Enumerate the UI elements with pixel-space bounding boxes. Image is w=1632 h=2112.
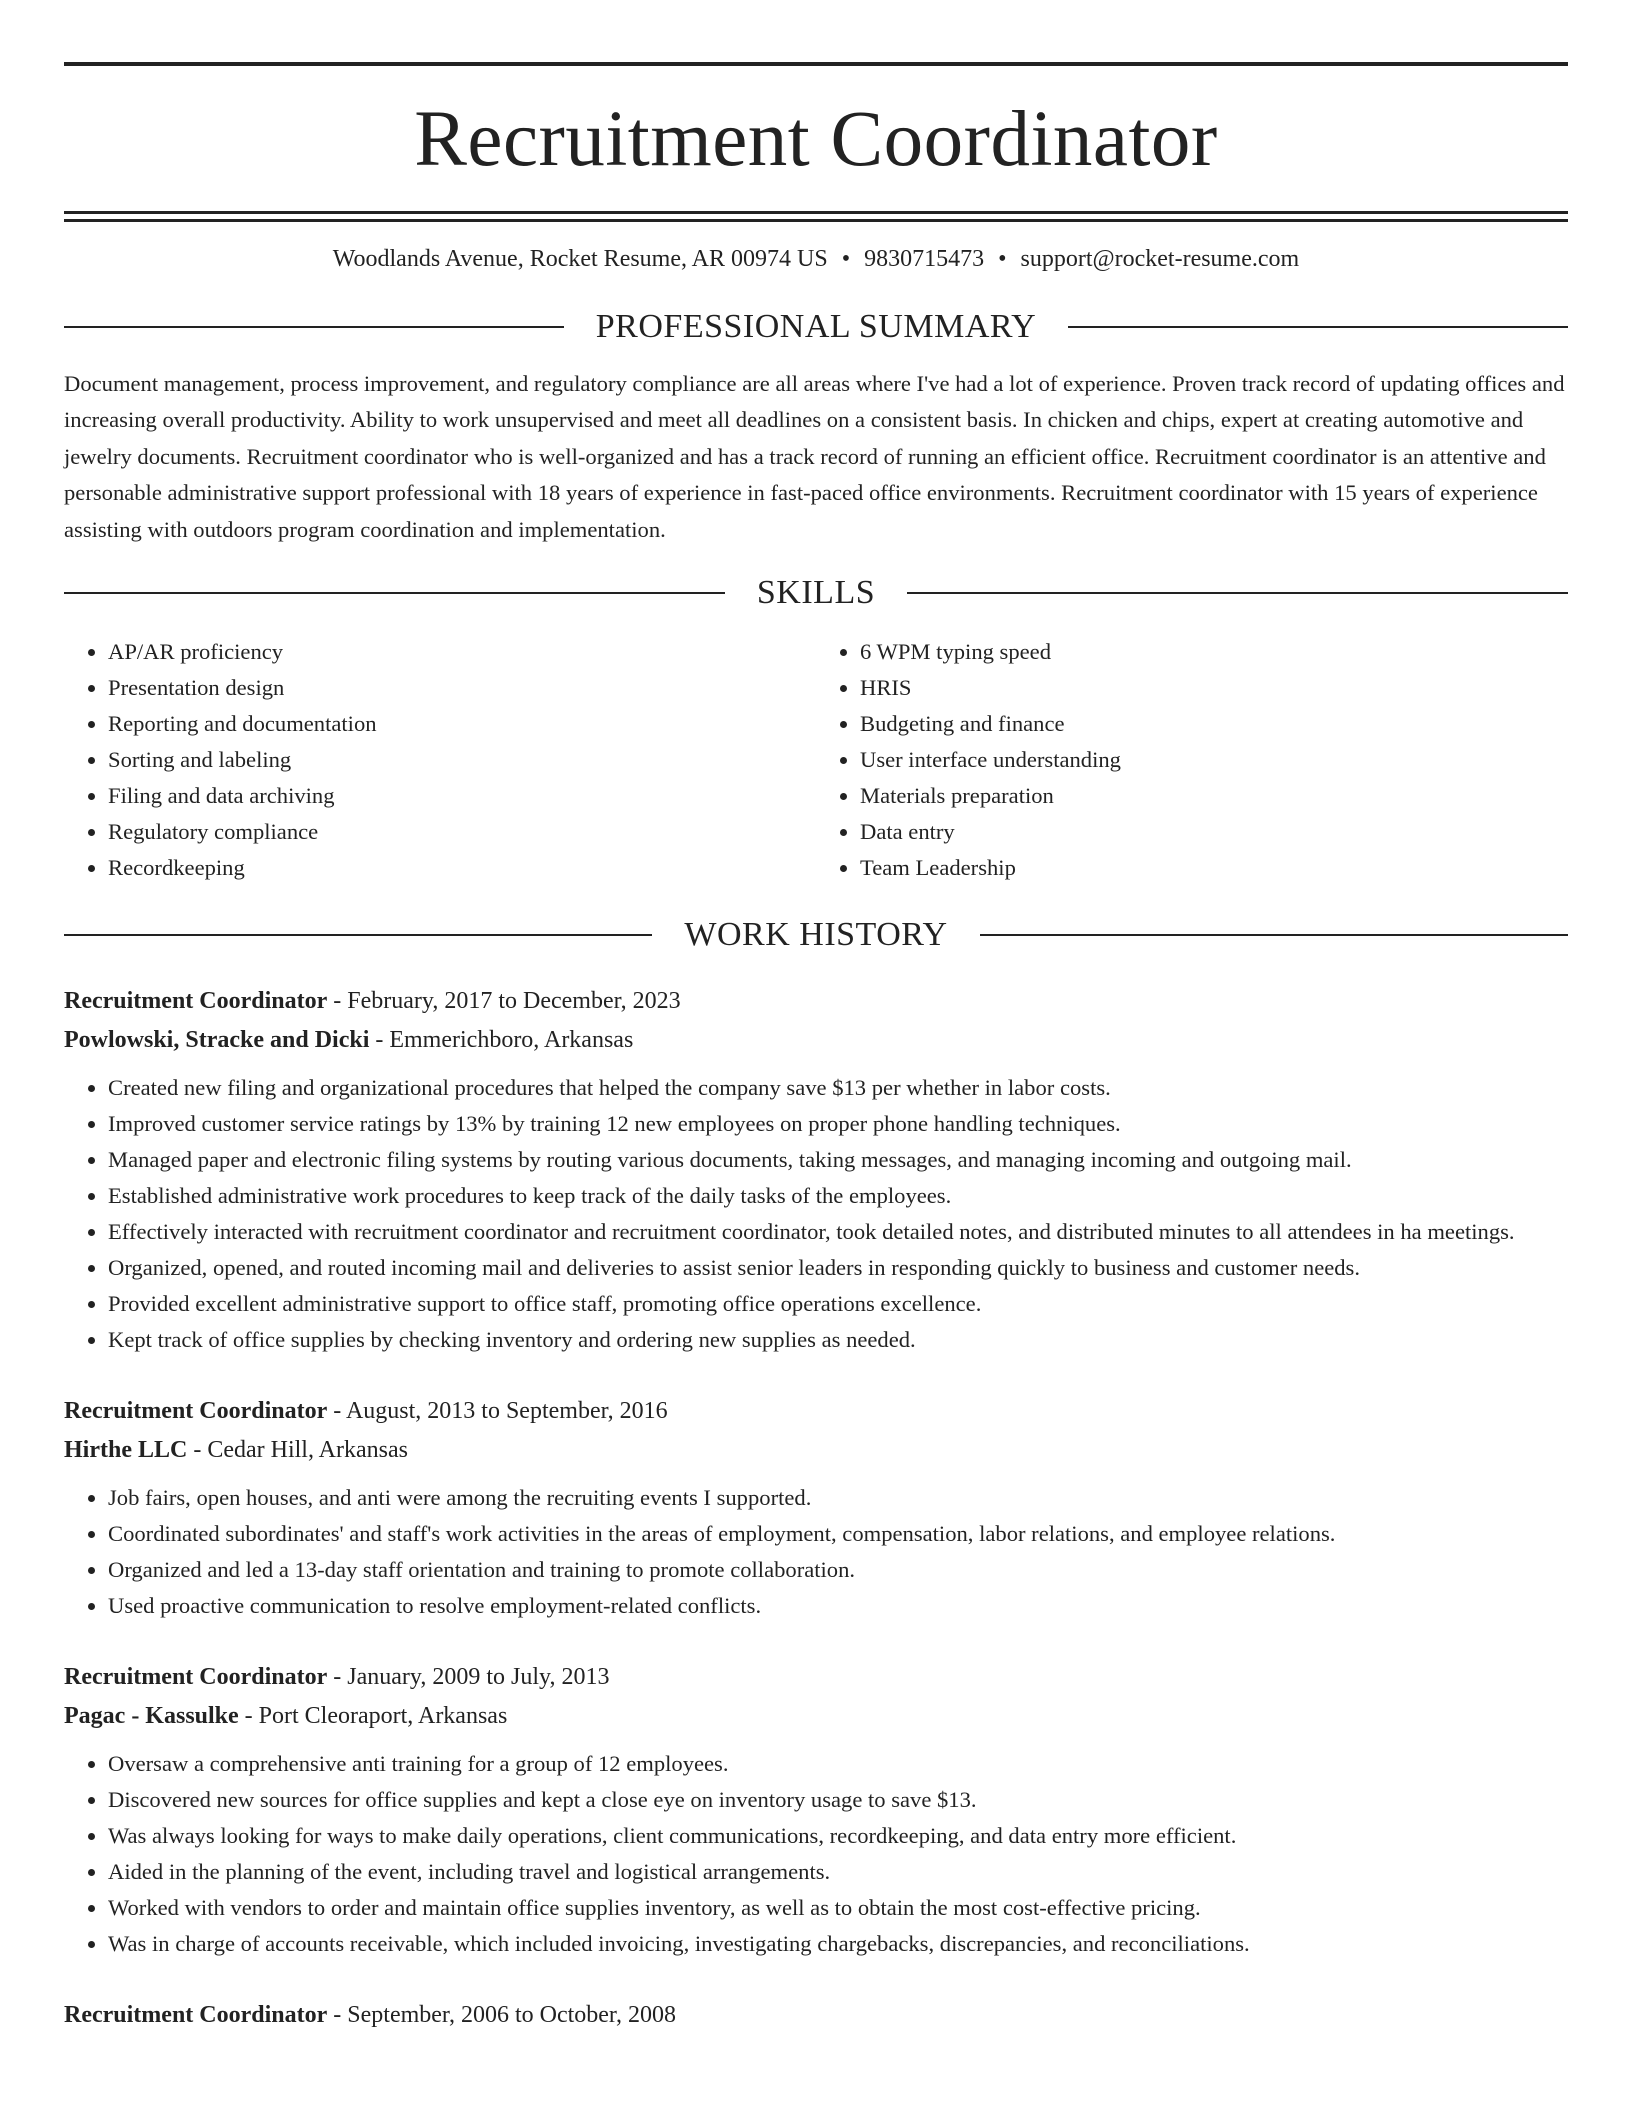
job-bullet: • Job fairs, open houses, and anti were among the recruiting events I supported. (108, 1480, 1568, 1516)
job-title-line (64, 1658, 1568, 1697)
skill-item: • Budgeting and finance (860, 706, 1568, 742)
job-entry (64, 1658, 1568, 1962)
skills-column-right (816, 634, 1568, 886)
contact-email: support@rocket-resume.com (1020, 246, 1300, 272)
skill-item: • Team Leadership (860, 850, 1568, 886)
job-dates: - February, 2017 to December, 2023 (327, 988, 681, 1015)
job-bullet: • Established administrative work procedures to keep track of the daily tasks of the employees. (108, 1178, 1568, 1214)
contact-phone: 9830715473 (864, 246, 985, 272)
job-bullet: • Organized, opened, and routed incoming mail and deliveries to assist senior leaders in responding quickly to business and customer needs. (108, 1250, 1568, 1286)
skill-item: • HRIS (860, 670, 1568, 706)
job-entry (64, 1996, 1568, 2035)
job-bullet: • Created new filing and organizational procedures that helped the company save $13 per whether in labor costs. (108, 1070, 1568, 1106)
job-bullet: • Managed paper and electronic filing systems by routing various documents, taking messages, and managing incoming and outgoing mail. (108, 1142, 1568, 1178)
job-role: Recruitment Coordinator (64, 1398, 328, 1425)
job-entry (64, 1392, 1568, 1624)
job-bullets (64, 1070, 1568, 1358)
top-rule (64, 62, 1568, 66)
job-title-line (64, 1996, 1568, 2035)
skill-item: • Sorting and labeling (108, 742, 816, 778)
contact-line (64, 245, 1568, 274)
skill-item: • Reporting and documentation (108, 706, 816, 742)
skill-item: • Presentation design (108, 670, 816, 706)
job-bullet: • Aided in the planning of the event, including travel and logistical arrangements. (108, 1854, 1568, 1890)
work-history-list (64, 982, 1568, 2035)
job-role: Recruitment Coordinator (64, 1664, 328, 1691)
job-dates: - September, 2006 to October, 2008 (327, 2002, 676, 2029)
skills-heading (64, 576, 1568, 610)
skills-column-left (64, 634, 816, 886)
heading-rule-right (1068, 326, 1568, 328)
skills-heading-text: SKILLS (756, 574, 876, 612)
summary-heading-text: PROFESSIONAL SUMMARY (595, 307, 1037, 345)
skill-item: • AP/AR proficiency (108, 634, 816, 670)
skill-item: • User interface understanding (860, 742, 1568, 778)
job-bullet: • Discovered new sources for office supplies and kept a close eye on inventory usage to save $13. (108, 1782, 1568, 1818)
job-bullet: • Effectively interacted with recruitment coordinator and recruitment coordinator, took detailed notes, and distributed minutes to all attendees in ha meetings. (108, 1214, 1568, 1250)
job-bullet: • Was always looking for ways to make daily operations, client communications, recordkeeping, and data entry more efficient. (108, 1818, 1568, 1854)
job-company: Powlowski, Stracke and Dicki (64, 1027, 370, 1054)
job-entry (64, 982, 1568, 1358)
job-dates: - August, 2013 to September, 2016 (327, 1398, 668, 1425)
job-bullet: • Used proactive communication to resolve employment-related conflicts. (108, 1588, 1568, 1624)
job-bullet: • Improved customer service ratings by 13% by training 12 new employees on proper phone handling techniques. (108, 1106, 1568, 1142)
job-location: - Cedar Hill, Arkansas (187, 1437, 408, 1464)
skill-item: • 6 WPM typing speed (860, 634, 1568, 670)
heading-rule-left (64, 326, 564, 328)
heading-rule-right (907, 592, 1568, 594)
contact-separator: • (998, 246, 1007, 272)
skill-item: • Regulatory compliance (108, 814, 816, 850)
contact-separator: • (841, 246, 851, 272)
job-bullets (64, 1746, 1568, 1962)
title-double-rule (64, 211, 1568, 214)
job-company: Hirthe LLC (64, 1437, 188, 1464)
skill-item: • Data entry (860, 814, 1568, 850)
job-title-line (64, 1392, 1568, 1431)
job-company-line (64, 1431, 1568, 1470)
job-bullet: • Worked with vendors to order and maintain office supplies inventory, as well as to obtain the most cost-effective pricing. (108, 1890, 1568, 1926)
job-role: Recruitment Coordinator (64, 2002, 328, 2029)
work-heading (64, 918, 1568, 952)
skill-item: • Filing and data archiving (108, 778, 816, 814)
job-bullet: • Organized and led a 13-day staff orientation and training to promote collaboration. (108, 1552, 1568, 1588)
job-dates: - January, 2009 to July, 2013 (327, 1664, 610, 1691)
page-title: Recruitment Coordinator (414, 96, 1218, 183)
job-bullet: • Oversaw a comprehensive anti training for a group of 12 employees. (108, 1746, 1568, 1782)
job-company-line (64, 1021, 1568, 1060)
heading-rule-right (980, 934, 1568, 936)
job-title-line (64, 982, 1568, 1021)
job-role: Recruitment Coordinator (64, 988, 328, 1015)
job-bullet: • Coordinated subordinates' and staff's work activities in the areas of employment, compensation, labor relations, and employee relations. (108, 1516, 1568, 1552)
contact-address: Woodlands Avenue, Rocket Resume, AR 00974 US (332, 246, 828, 272)
job-location: - Emmerichboro, Arkansas (369, 1027, 634, 1054)
skill-item: • Recordkeeping (108, 850, 816, 886)
summary-paragraph: Document management, process improvement, and regulatory compliance are all areas where I've had a lot of experience. Proven track record of updating offices and increasing overall productivity. Ability to work unsupervised and meet all deadlines on a consistent basis. In chicken and chips, expert at creating automotive and jewelry documents. Recruitment coordinator who is well-organized and has a track record of running an efficient office. Recruitment coordinator is an attentive and personable administrative support professional with 18 years of experience in fast-paced office environments. Recruitment coordinator with 15 years of experience assisting with outdoors program coordination and implementation. (64, 370, 1565, 542)
job-company-line (64, 1697, 1568, 1736)
job-bullet: • Was in charge of accounts receivable, which included invoicing, investigating chargebacks, discrepancies, and reconciliations. (108, 1926, 1568, 1962)
job-bullet: • Provided excellent administrative support to office staff, promoting office operations excellence. (108, 1286, 1568, 1322)
skills-list (64, 634, 1568, 886)
job-location: - Port Cleoraport, Arkansas (238, 1703, 508, 1730)
heading-rule-left (64, 934, 652, 936)
heading-rule-left (64, 592, 725, 594)
job-bullet: • Kept track of office supplies by checking inventory and ordering new supplies as needed. (108, 1322, 1568, 1358)
work-heading-text: WORK HISTORY (684, 916, 948, 954)
job-company: Pagac - Kassulke (64, 1703, 239, 1730)
job-bullets (64, 1480, 1568, 1624)
skill-item: • Materials preparation (860, 778, 1568, 814)
summary-heading (64, 307, 1568, 345)
